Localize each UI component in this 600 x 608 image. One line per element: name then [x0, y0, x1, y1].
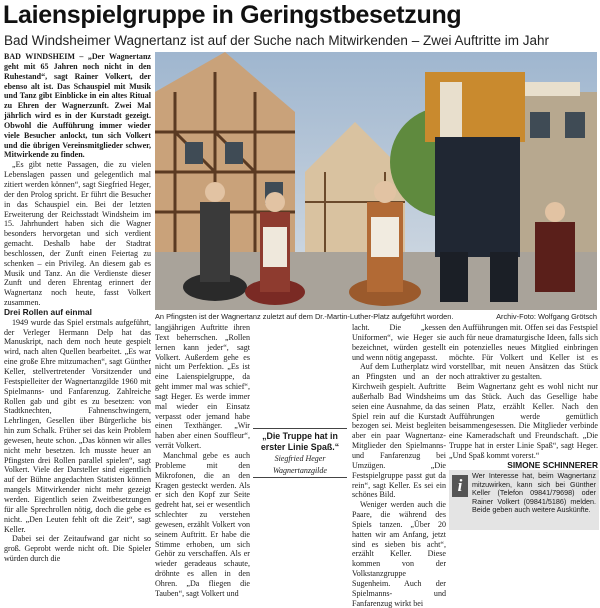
article-photo [155, 52, 597, 310]
headline: Laienspielgruppe in Geringstbesetzung [3, 1, 462, 29]
section-heading: Drei Rollen auf einmal [4, 306, 92, 317]
info-text: Wer Interesse hat, beim Wagnertanz mitzuwirken, kann sich bei Günther Keller (Telefon 09841/79698) oder Rainer Volkert (09841/5186) melden. Beide geben auch weitere Auskünfte. [472, 471, 596, 515]
dateline: BAD WINDSHEIM [4, 52, 75, 61]
byline: SIMONE SCHINNERER [507, 459, 598, 470]
body-paragraph: Dabei sei der Zeitaufwand gar nicht so groß. Geprobt werde nicht oft. Die Spieler würden durch die [4, 534, 151, 564]
caption-text: An Pfingsten ist der Wagnertanz zuletzt auf dem Dr.-Martin-Luther-Platz aufgeführt worden. [155, 312, 454, 321]
photo-caption [155, 312, 597, 321]
body-paragraph: Manchmal gebe es auch Probleme mit den Mikrofonen, die an den Kragen gesteckt werden. Als er sich den Kopf zur Seite gedreht hat, sei er wesentlich schlechter zu verstehen gewesen, erzählt Volkert von seinem Auftritt. Er habe die Stimme erhoben, um sich Gehör zu verschaffen. Als er wieder geradeaus schaute, dröhnte es allen in den Ohren. „Da fliegen die Tauben“, sagt Volkert und [155, 450, 250, 598]
body-paragraph: Auf dem Lutherplatz wird an Pfingsten und an der Kirchweih gespielt. Auftritte außerhalb Bad Windsheims seien eine Ausnahme, da das Spiel rein auf die Kurstadt bezogen sei. Meist begleiten aber ein paar Wagnertanz-Mitglieder den Spielmanns- und Fanfarenzug bei Umzügen. „Die Festspielgruppe passt gut da rein“, sagt Keller. Es sei ein schönes Bild. [352, 362, 446, 500]
article-column-1 [4, 52, 151, 564]
body-paragraph: den Aufführungen mit. Offen sei das Festspiel auch für neue dramaturgische Ideen, falls sich ein potenzielles neues Mitglied einbringen möchte. Für Volkert und Keller ist es vorstellbar, mit neuen Ansätzen das Stück noch attraktiver zu gestalten. [449, 323, 598, 382]
lead-text: – „Der Wagnertanz geht mit 65 Jahren noch nicht in den Ruhestand“, sagt Rainer Volkert, der ebenso alt ist. Das Schauspiel mit Musik und Tanz gibt Einblicke in ein altes Ritual zu Ehren der Wagnerzunft. Zwei Mal jährlich wird es in der Kurstadt gezeigt. Obwohl die Aufführung immer wieder viele Besucher anlockt, tun sich Volkert und die übrigen Vereinsmitglieder schwer, Mitwirkende zu finden. [4, 52, 151, 160]
quote-rule [253, 428, 347, 429]
quote-rule [253, 477, 347, 478]
pull-quote [253, 426, 347, 480]
lead-paragraph [4, 52, 151, 160]
quote-text: „Die Truppe hat in erster Linie Spaß.“ [260, 431, 340, 452]
photo-credit: Archiv-Foto: Wolfgang Grötsch [496, 312, 597, 321]
quote-author-org: Wagnertanzgilde [273, 465, 327, 475]
article-column-4 [449, 323, 598, 469]
article-column-2 [155, 323, 250, 598]
quote-author: Siegfried Heger [274, 454, 326, 463]
subheadline: Bad Windsheimer Wagnertanz ist auf der Suche nach Mitwirkenden – Zwei Auftritte im Jahr [4, 33, 549, 48]
body-paragraph: „Es gibt nette Passagen, die zu vielen Lebenslagen passen und gelegentlich mal zitiert werden können“, sagt Siegfried Heger, der den Prolog spricht. Er führt die Besucher in das Schauspiel ein. Bei der letzten Erweiterung der Reichsstadt Windsheim im 15. Jahrhundert haben sich die Wagner besonders hervorgetan und sich verdient gemacht. Deshalb habe der Stadtrat beschlossen, der Zunft einen Feiertag zu schenken – ein Privileg. An diesem gab es Musik und Tanz. An die Verdienste dieser Zunft und deren Ehrentag erinnert der Wagnertanz noch heute, fasst Volkert zusammen. [4, 160, 151, 308]
body-paragraph: 1949 wurde das Spiel erstmals aufgeführt, der Verleger Hermann Delp hat das Manuskript, nach dem noch heute gespielt wird, nach alten Quellen bearbeitet. „Es war eine große Ehre mitzumachen“, sagt Günther Keller, stellvertretender Vorsitzender und Festspielleiter der Wagnertanzgilde 1960 mit Spielmanns- und Fanfarenzug. Zahlreiche Rollen gab und gibt es zu besetzen: von Stadtknechten, Fahnenschwingern, Lehrlingen, Gesellen über Bürgerliche bis hin zum Schalk. Früher sei das kein Problem gewesen, heute schon. „Das können wir alles nicht mehr besetzen. Ich musste heuer an Pfingsten drei Rollen parallel spielen“, sagt Volkert. Viele der Darsteller sind eigentlich auf der Bühne angedachten Statisten können mangels Mitwirkender nicht mehr gezeigt werden. Eigentlich seien Zweitbesetzungen für alle Sprechrollen nötig, doch die gebe es nicht. „Den Leuten fehlt oft die Zeit“, sagt Keller. [4, 317, 151, 534]
body-paragraph: Weniger werden auch die Paare, die während des Spiels tanzen. „Über 20 hatten wir am Anfang, jetzt sind es sieben bis acht“, erzählt Keller. Diese kommen von der Volkstanzgruppe Sugenheim. Auch der Spielmanns- und Fanfarenzug wirkt bei [352, 500, 446, 608]
info-icon: i [452, 475, 468, 497]
dance-scene-illustration [155, 52, 597, 310]
info-box [449, 470, 599, 530]
body-paragraph: langjährigen Auftritte ihren Text beherrschen. „Rollen lernen kann jeder“, sagt Volkert. Außerdem gehe es nicht um Perfektion. „Es ist eine Laienspielgruppe, da geht immer mal was schief“, sagt Heger. Es werde immer mal wieder ein Einsatz verpasst oder jemand habe einen Texthänger. „Wir haben aber einen Souffleur“, verrät Volkert. [155, 323, 250, 451]
body-paragraph: lacht. Die „kessen Uniformen“, wie Heger sie bezeichnet, würden gestellt und wenn nötig angepasst. [352, 323, 446, 362]
body-paragraph: Beim Wagnertanz geht es wohl nicht nur um das Stück. Auch das Gesellige habe seinen Platz, erzählt Keller. Nach den Aufführungen werde gemütlich beisammengesessen. Die Mitglieder verbinde eine Kameradschaft und Freundschaft. „Die Truppe hat in erster Linie Spaß“, sagt Heger. „Und Spaß kommt vorerst.“ [449, 382, 598, 460]
article-column-3 [352, 323, 446, 608]
